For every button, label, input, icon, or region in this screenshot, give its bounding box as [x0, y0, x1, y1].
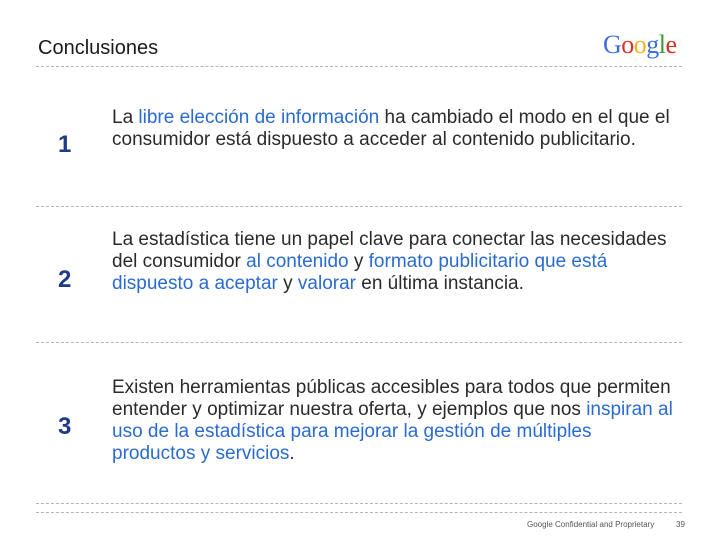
highlight-segment: al contenido [246, 251, 349, 272]
divider [36, 503, 682, 504]
item-text [112, 107, 677, 151]
slide-title: Conclusiones [38, 37, 159, 59]
item-text [112, 229, 677, 295]
logo-letter: e [665, 30, 677, 59]
item-number: 1 [58, 131, 72, 158]
text-segment: ha cambiado el modo en el que el consumidor está dispuesto a acceder al contenido publicitario. [112, 107, 670, 150]
highlight-segment: valorar [297, 273, 356, 294]
item-number: 3 [58, 413, 72, 440]
text-segment: Existen herramientas públicas accesibles para todos que permiten entender y optimizar nuestra oferta, y ejemplos que nos [112, 377, 671, 420]
divider [36, 66, 682, 67]
logo-letter: l [658, 30, 666, 59]
divider [36, 342, 682, 343]
google-logo [603, 30, 677, 60]
logo-letter: g [646, 30, 659, 59]
page-number: 39 [676, 520, 685, 529]
text-segment: y [348, 251, 369, 272]
text-segment: y [277, 273, 298, 294]
highlight-segment: libre elección de información [138, 107, 380, 128]
divider [36, 512, 682, 513]
item-text [112, 377, 677, 465]
text-segment: La [112, 107, 139, 128]
highlight-segment: formato publicitario que está dispuesto a aceptar [112, 251, 608, 294]
divider [36, 206, 682, 207]
footer-confidential: Google Confidential and Proprietary [527, 520, 655, 529]
logo-letter: o [633, 30, 647, 59]
text-segment: La estadística tiene un papel clave para conectar las necesidades del consumidor [112, 229, 667, 272]
logo-letter: o [621, 30, 634, 59]
text-segment: . [289, 443, 295, 464]
logo-letter: G [603, 30, 622, 59]
highlight-segment: inspiran al uso de la estadística para mejorar la gestión de múltiples productos y servicios [112, 399, 673, 464]
item-number: 2 [58, 266, 72, 293]
text-segment: en última instancia. [355, 273, 524, 294]
